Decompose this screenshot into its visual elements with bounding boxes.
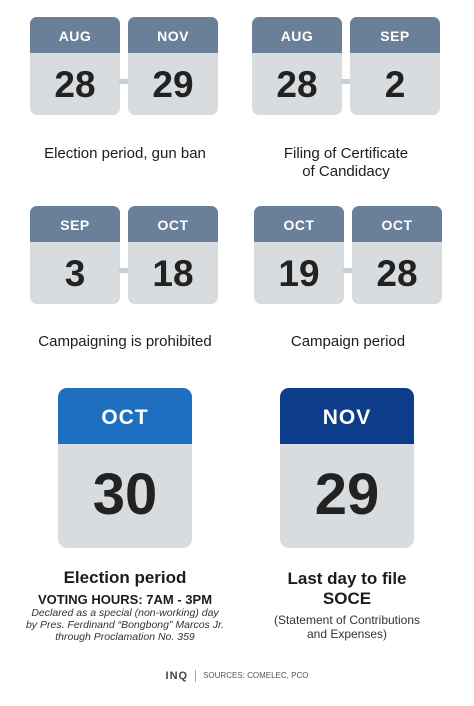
day-number: 3	[64, 253, 86, 294]
divider	[195, 670, 196, 682]
month-label: AUG	[252, 17, 342, 53]
calendar-start-date	[30, 17, 120, 115]
day-number: 30	[92, 462, 158, 527]
date-range-filing-coc	[252, 17, 440, 115]
paren-line: (Statement of Contributions	[273, 613, 421, 627]
calendar-end-date	[350, 17, 440, 115]
date-range-election-period-gun-ban	[30, 17, 218, 115]
event-label-line: of Candidacy	[302, 163, 390, 180]
calendar-end-date	[128, 206, 218, 304]
highlight-title-line: SOCE	[322, 589, 372, 608]
date-range-campaigning-prohibited	[30, 206, 218, 304]
calendar-start-date	[252, 17, 342, 115]
event-label	[236, 145, 456, 181]
day-number: 28	[376, 253, 418, 294]
highlight-title	[240, 569, 454, 609]
soce-expansion	[240, 613, 454, 641]
day-number: 29	[152, 64, 194, 105]
month-label: OCT	[254, 206, 344, 242]
month-label: AUG	[30, 17, 120, 53]
day-number: 18	[152, 253, 194, 294]
sources-text: SOURCES: COMELEC, PCO	[203, 671, 309, 680]
month-label: NOV	[280, 388, 414, 444]
event-label: Election period, gun ban	[44, 145, 206, 162]
inq-logo: INQ	[165, 670, 189, 682]
month-label: OCT	[128, 206, 218, 242]
event-label-line: Filing of Certificate	[283, 145, 409, 162]
event-label: Campaign period	[290, 333, 406, 350]
election-day-calendar	[58, 388, 192, 548]
day-number: 2	[384, 64, 406, 105]
soce-deadline-calendar	[280, 388, 414, 548]
calendar-end-date	[128, 17, 218, 115]
highlight-title: Election period	[63, 568, 187, 587]
proclamation-note	[10, 607, 240, 643]
event-label: Campaigning is prohibited	[38, 333, 212, 350]
highlight-title-line: Last day to file	[287, 569, 407, 588]
calendar-start-date	[30, 206, 120, 304]
day-number: 29	[314, 462, 380, 527]
note-line: through Proclamation No. 359	[55, 631, 195, 643]
month-label: SEP	[30, 206, 120, 242]
voting-hours: VOTING HOURS: 7AM - 3PM	[37, 592, 213, 607]
date-range-campaign-period	[254, 206, 442, 304]
month-label: OCT	[352, 206, 442, 242]
paren-line: and Expenses)	[306, 627, 388, 641]
footer	[0, 668, 474, 684]
month-label: OCT	[58, 388, 192, 444]
day-number: 19	[278, 253, 320, 294]
day-number: 28	[276, 64, 318, 105]
calendar-end-date	[352, 206, 442, 304]
day-number: 28	[54, 64, 96, 105]
month-label: SEP	[350, 17, 440, 53]
month-label: NOV	[128, 17, 218, 53]
note-line: Declared as a special (non-working) day	[31, 607, 219, 619]
calendar-start-date	[254, 206, 344, 304]
note-line: by Pres. Ferdinand “Bongbong” Marcos Jr.	[25, 619, 225, 631]
